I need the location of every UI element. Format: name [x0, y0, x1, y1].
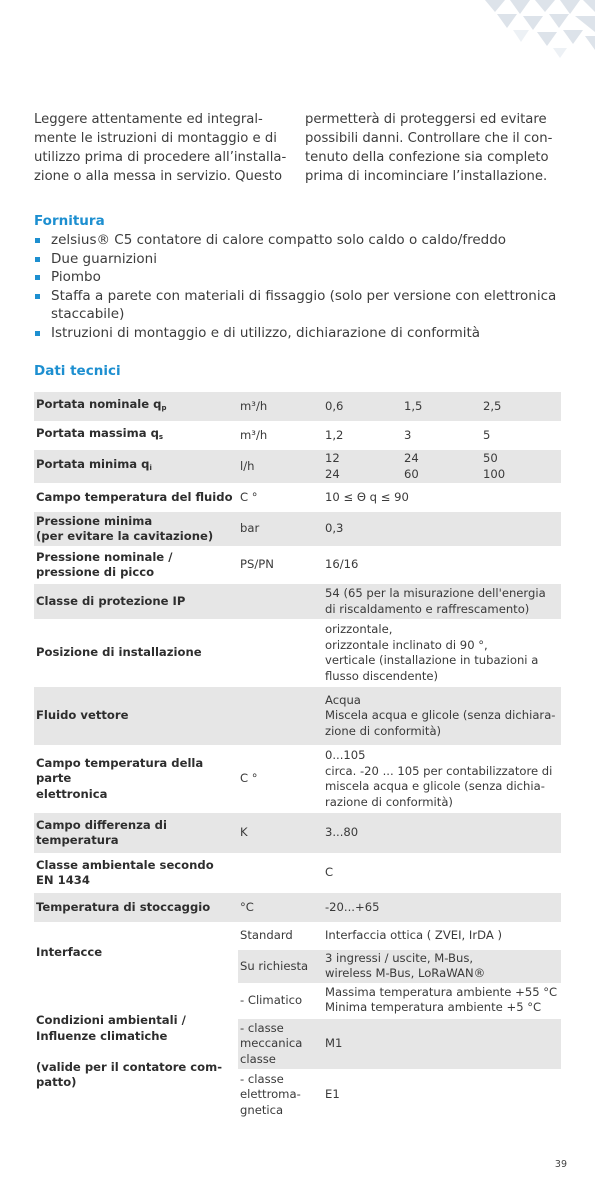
list-item: Staffa a parete con materiali di fissaggio (solo per versione con elettronica staccabile): [34, 287, 564, 324]
row-label: Classe di protezione IP: [34, 584, 238, 619]
table-row: [34, 483, 561, 512]
row-unit: [238, 619, 323, 687]
row-value: 0,6: [323, 392, 402, 421]
row-value: 24 60: [402, 450, 481, 483]
row-value: 3 ingressi / uscite, M-Bus, wireless M-Bus, LoRaWAN®: [323, 949, 561, 983]
row-label: Campo differenza di temperatura: [34, 813, 238, 853]
bullet-icon: [35, 257, 40, 262]
row-unit: C °: [240, 489, 258, 504]
row-value: E1: [325, 1087, 340, 1102]
intro-left-column: Leggere attentamente ed integral- mente le istruzioni di montaggio e di utilizzo prima di procedere all’installa- zione o alla messa in servizio. Questo: [34, 112, 287, 184]
table-row: [34, 584, 561, 619]
table-row: [34, 687, 561, 745]
row-label: Pressione minima (per evitare la cavitazione): [34, 512, 238, 546]
row-unit: m³/h: [240, 427, 268, 442]
row-unit: [238, 584, 323, 619]
row-unit: - Climatico: [240, 992, 303, 1007]
row-value: C: [325, 865, 334, 880]
row-value: M1: [323, 1018, 561, 1069]
row-value: 50 100: [481, 450, 561, 483]
bullet-icon: [35, 294, 40, 299]
bullet-icon: [35, 238, 40, 243]
intro-right-column: permetterà di proteggersi ed evitare possibili danni. Controllare che il con- tenuto della confezione sia completo prima di incominciare l’installazione.: [305, 112, 553, 184]
fornitura-heading: Fornitura: [34, 213, 105, 229]
table-row: [34, 745, 561, 813]
row-unit: bar: [238, 512, 323, 546]
table-row: [34, 813, 561, 853]
bullet-icon: [35, 331, 40, 336]
table-row: [34, 853, 561, 893]
row-unit: C °: [240, 771, 258, 786]
row-label: Temperatura di stoccaggio: [34, 893, 238, 922]
row-value: 0,3: [323, 512, 561, 546]
row-unit: m³/h: [238, 392, 323, 421]
interfacce-label: Interfacce: [36, 944, 103, 959]
row-value: 12 24: [323, 450, 402, 483]
table-row: [34, 450, 561, 483]
row-label: Classe ambientale secondo EN 1434: [36, 857, 214, 887]
row-label: Fluido vettore: [34, 687, 238, 745]
table-row: [34, 512, 561, 546]
row-unit: K: [238, 813, 323, 853]
row-value: 10 ≤ Θ q ≤ 90: [325, 489, 409, 504]
row-unit: - classe elettroma- gnetica: [240, 1071, 301, 1117]
intro-text: [34, 110, 561, 186]
row-value: 5: [483, 427, 491, 442]
row-unit: [238, 853, 323, 893]
row-label: Posizione di installazione: [36, 645, 202, 660]
row-value: 54 (65 per la misurazione dell'energia di riscaldamento e raffrescamento): [323, 584, 561, 619]
row-label: Campo temperatura della parte elettronica: [36, 755, 204, 801]
row-label: Portata minima $q_i$: [34, 450, 238, 483]
fornitura-list: [34, 231, 564, 343]
table-row: [34, 421, 561, 450]
row-value: 16/16: [325, 557, 359, 572]
row-label: Campo temperatura del fluido: [36, 489, 233, 504]
row-label: Portata massima $q_s$: [36, 425, 164, 441]
row-value: Massima temperatura ambiente +55 °C Minima temperatura ambiente +5 °C: [325, 984, 558, 1015]
row-label: Pressione nominale / pressione di picco: [36, 549, 173, 579]
row-value: orizzontale, orizzontale inclinato di 90 °, verticale (installazione in tubazioni a flusso discendente): [325, 622, 539, 683]
row-value: 2,5: [481, 392, 561, 421]
dati-tecnici-heading: Dati tecnici: [34, 363, 121, 379]
row-label: Portata nominale $q_p$: [34, 392, 238, 421]
list-item: Piombo: [34, 268, 564, 287]
table-row: [34, 619, 561, 687]
page-number: 39: [554, 1159, 567, 1170]
row-unit: Standard: [240, 927, 293, 942]
list-item: zelsius® C5 contatore di calore compatto solo caldo o caldo/freddo: [34, 231, 564, 250]
technical-data-table: [34, 392, 561, 1121]
row-unit: Su richiesta: [238, 949, 323, 983]
list-item: Due guarnizioni: [34, 250, 564, 269]
bullet-icon: [35, 275, 40, 280]
table-row: [34, 922, 561, 949]
table-row: [34, 983, 561, 1018]
row-unit: [238, 687, 323, 745]
row-unit: l/h: [238, 450, 323, 483]
row-value: 3: [404, 427, 412, 442]
row-value: 1,5: [402, 392, 481, 421]
row-value: 3...80: [323, 813, 561, 853]
row-value: Interfaccia ottica ( ZVEI, IrDA ): [325, 927, 502, 942]
table-row: [34, 546, 561, 584]
table-row: [34, 392, 561, 421]
table-row: [34, 893, 561, 922]
row-unit: °C: [238, 893, 323, 922]
row-unit: - classe meccanica classe: [238, 1018, 323, 1069]
corner-pattern: [425, 0, 595, 60]
row-value: Acqua Miscela acqua e glicole (senza dichiara- zione di conformità): [323, 687, 561, 745]
condizioni-label: Condizioni ambientali / Influenze climatiche (valide per il contatore com- patto): [36, 1013, 223, 1090]
row-value: -20...+65: [323, 893, 561, 922]
list-item: Istruzioni di montaggio e di utilizzo, dichiarazione di conformità: [34, 324, 564, 343]
row-value: 0...105 circa. -20 ... 105 per contabilizzatore di miscela acqua e glicole (senza dichia- razione di conformità): [325, 748, 553, 809]
row-unit: PS/PN: [240, 557, 274, 572]
row-value: 1,2: [325, 427, 344, 442]
